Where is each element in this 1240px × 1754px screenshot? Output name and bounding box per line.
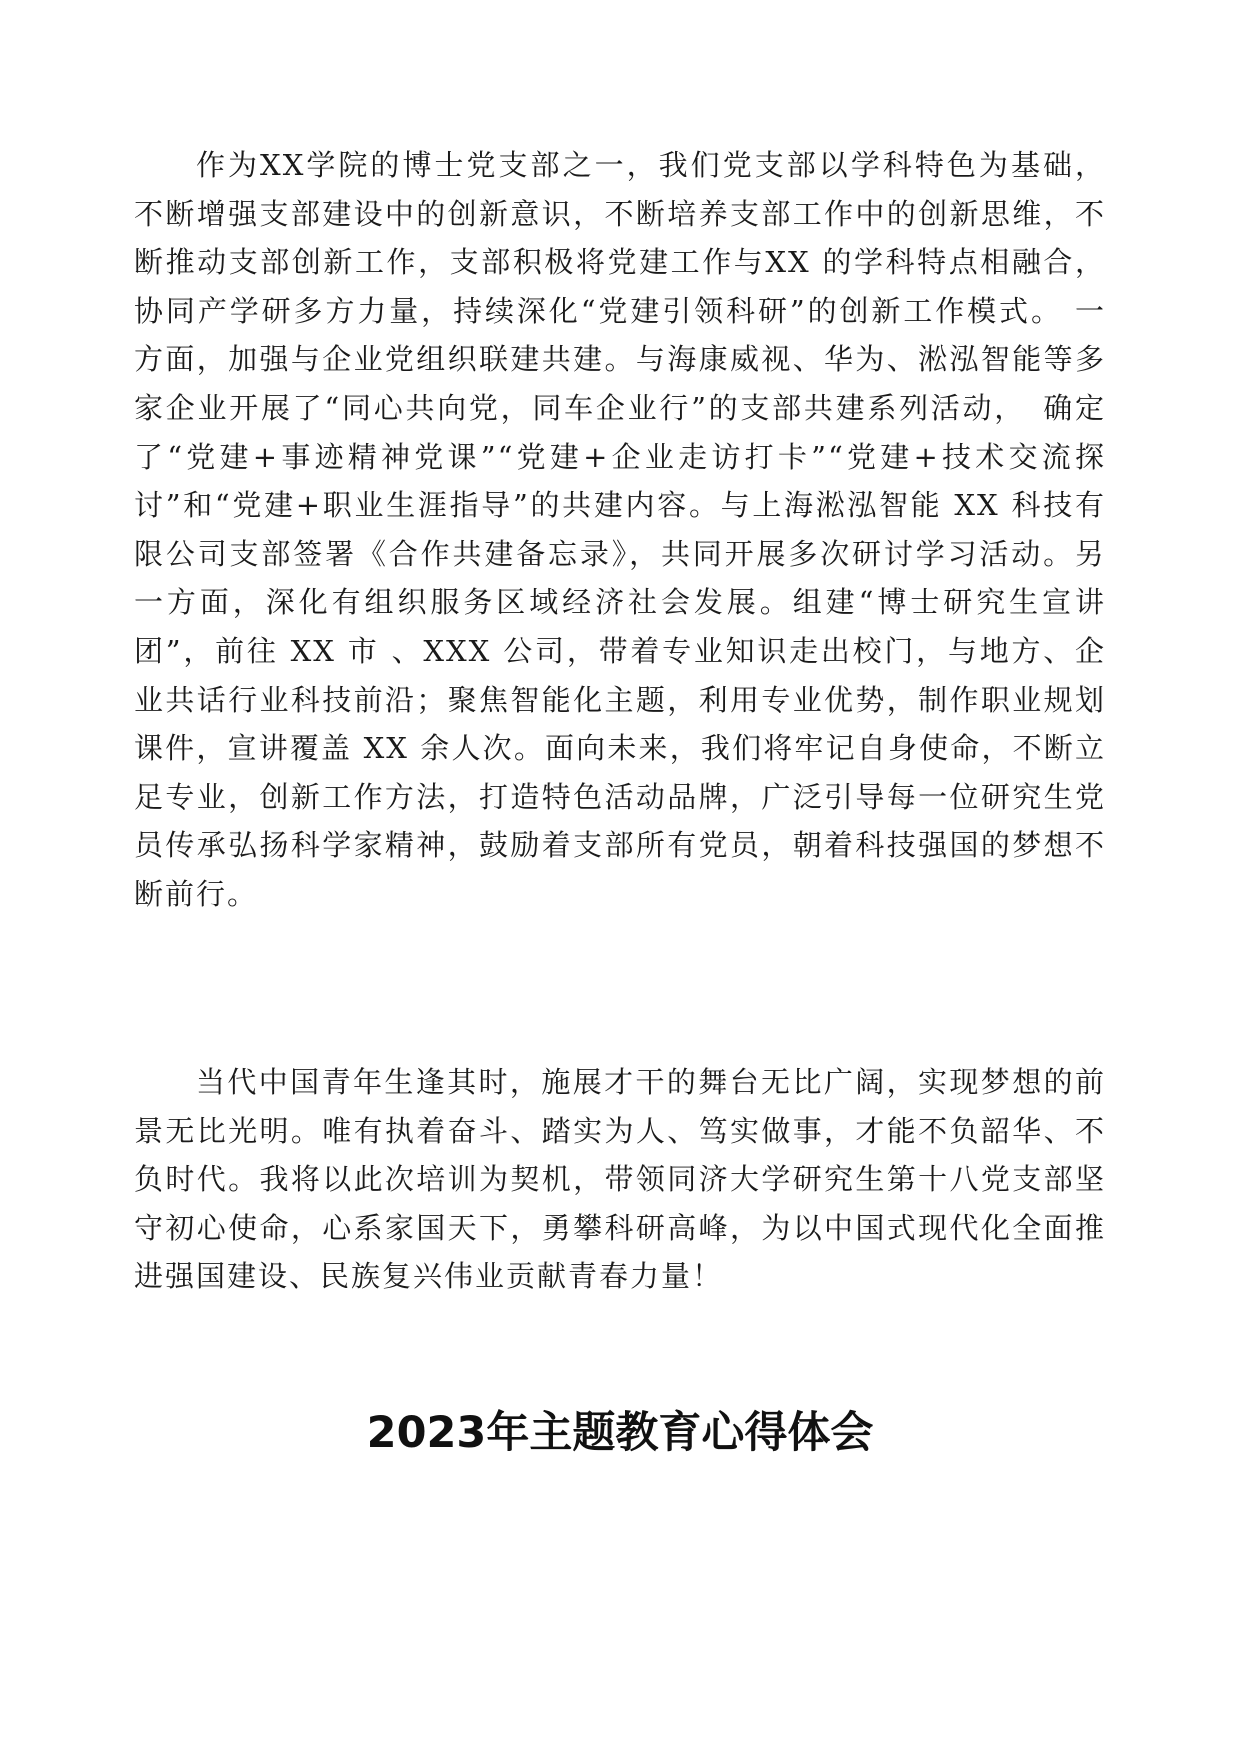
body-paragraph-youth-mission: 当代中国青年生逢其时，施展才干的舞台无比广阔，实现梦想的前景无比光明。唯有执着奋斗、踏实为人、笃实做事，才能不负韶华、不负时代。我将以此次培训为契机，带领同济大学研究生第十八党支部坚守初心使命，心系家国天下，勇攀科研高峰，为以中国式现代化全面推进强国建设、民族复兴伟业贡献青春力量！	[134, 1065, 1106, 1294]
section-title: 2023年主题教育心得体会	[366, 1408, 874, 1458]
body-paragraph-branch-work: 作为XX学院的博士党支部之一，我们党支部以学科特色为基础，不断增强支部建设中的创新意识，不断培养支部工作中的创新思维，不断推动支部创新工作，支部积极将党建工作与XX 的学科特点相融合，协同产学研多方力量，持续深化“党建引领科研”的创新工作模式。 一方面，加强与企业党组织联建共建。与海康威视、华为、淞泓智能等多家企业开展了“同心共向党，同车企业行”的支部共建系列活动， 确定了“党建+事迹精神党课”“党建+企业走访打卡”“党建+技术交流探讨”和“党建+职业生涯指导”的共建内容。与上海淞泓智能 XX 科技有限公司支部签署《合作共建备忘录》，共同开展多次研讨学习活动。另一方面，深化有组织服务区域经济社会发展。组建“博士研究生宣讲团”，前往 XX 市 、XXX 公司，带着专业知识走出校门，与地方、企业共话行业科技前沿；聚焦智能化主题，利用专业优势，制作职业规划课件，宣讲覆盖 XX 余人次。面向未来，我们将牢记自身使命，不断立足专业，创新工作方法，打造特色活动品牌，广泛引导每一位研究生党员传承弘扬科学家精神，鼓励着支部所有党员，朝着科技强国的梦想不断前行。	[134, 148, 1106, 911]
